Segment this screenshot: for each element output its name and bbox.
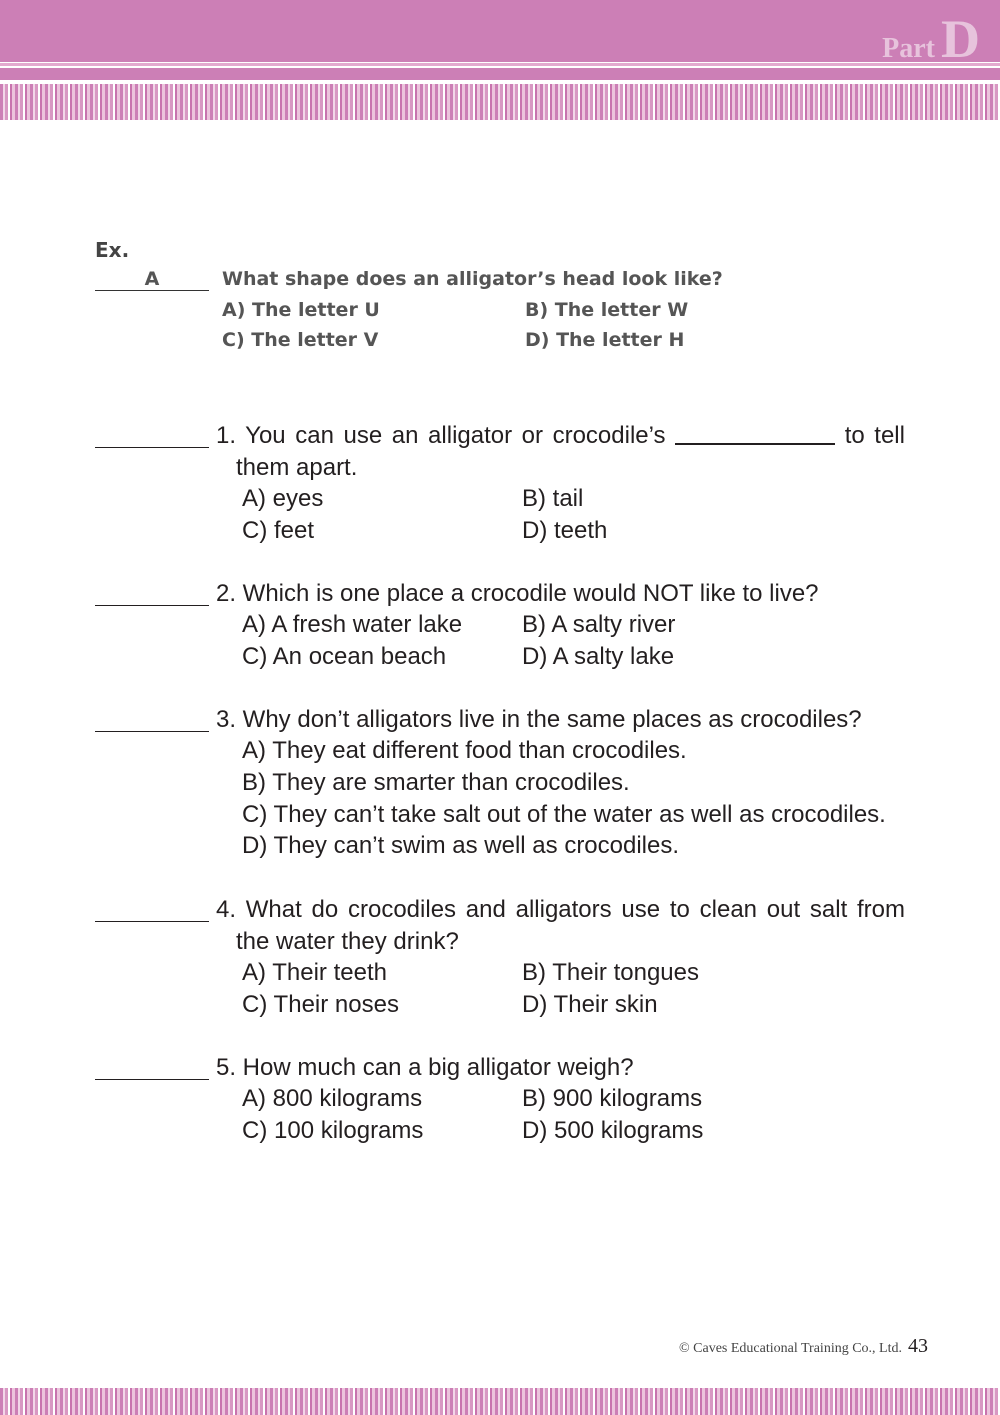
header-divider [0, 63, 1000, 66]
page-footer [679, 1335, 928, 1358]
question-4-text: 4. What do crocodiles and alligators use to clean out salt from [216, 896, 905, 923]
question-1-option-b: B) tail [522, 485, 584, 512]
question-1-text-end: to tell [844, 422, 905, 449]
question-4-option-c: C) Their noses [242, 991, 399, 1018]
question-3-option-b: B) They are smarter than crocodiles. [242, 769, 630, 796]
question-4-option-b: B) Their tongues [522, 959, 699, 986]
example-option-b: B) The letter W [525, 299, 689, 321]
example-answer: A [144, 268, 160, 290]
question-1-option-a: A) eyes [242, 485, 324, 512]
header-band [0, 0, 1000, 62]
example-answer-blank [95, 268, 209, 291]
header-strip [0, 68, 1000, 80]
answer-blank-1[interactable] [95, 420, 209, 448]
page-header [0, 0, 1000, 120]
question-3-stem [216, 704, 905, 736]
question-5-option-c: C) 100 kilograms [242, 1117, 424, 1144]
example-option-c: C) The letter V [222, 329, 379, 351]
question-5-option-b: B) 900 kilograms [522, 1085, 703, 1112]
question-5 [95, 1052, 905, 1152]
question-1-option-d: D) teeth [522, 517, 608, 544]
question-1-line-1 [216, 420, 905, 452]
header-stripes-decoration [0, 84, 1000, 120]
example-option-a: A) The letter U [222, 299, 380, 321]
answer-blank-3[interactable] [95, 704, 209, 732]
example-option-d: D) The letter H [525, 329, 685, 351]
footer-stripes-decoration [0, 1388, 1000, 1415]
question-1-text: 1. You can use an alligator or crocodile’s [216, 422, 666, 449]
question-1 [95, 420, 905, 550]
fill-in-blank[interactable] [675, 421, 835, 445]
page-number: 43 [908, 1335, 928, 1357]
question-1-line-2: them apart. [236, 453, 358, 481]
question-2 [95, 578, 905, 678]
question-1-option-c: C) feet [242, 517, 315, 544]
question-3-option-a: A) They eat different food than crocodiles. [242, 737, 687, 764]
question-2-option-d: D) A salty lake [522, 643, 675, 670]
example-label: Ex. [95, 238, 130, 262]
copyright-text: © Caves Educational Training Co., Ltd. [679, 1341, 902, 1356]
question-4-text-cont: the water they drink? [236, 927, 459, 955]
question-4-option-a: A) Their teeth [242, 959, 387, 986]
question-5-option-a: A) 800 kilograms [242, 1085, 423, 1112]
part-letter: D [941, 9, 980, 69]
example-question: What shape does an alligator’s head look like? [222, 268, 723, 290]
question-5-stem [216, 1052, 905, 1084]
question-3-option-c: C) They can’t take salt out of the water as well as crocodiles. [242, 801, 886, 828]
question-4-stem [216, 894, 905, 957]
answer-blank-4[interactable] [95, 894, 209, 922]
question-3 [95, 704, 905, 869]
question-5-text: 5. How much can a big alligator weigh? [216, 1054, 634, 1081]
question-4 [95, 894, 905, 1024]
question-2-stem [216, 578, 905, 610]
question-3-text: 3. Why don’t alligators live in the same places as crocodiles? [216, 706, 862, 733]
part-label [882, 8, 980, 70]
question-1-stem [216, 420, 905, 483]
question-2-option-c: C) An ocean beach [242, 643, 447, 670]
answer-blank-5[interactable] [95, 1052, 209, 1080]
answer-blank-2[interactable] [95, 578, 209, 606]
question-5-option-d: D) 500 kilograms [522, 1117, 704, 1144]
question-2-option-b: B) A salty river [522, 611, 676, 638]
question-2-option-a: A) A fresh water lake [242, 611, 463, 638]
question-3-option-d: D) They can’t swim as well as crocodiles. [242, 832, 680, 859]
part-word: Part [882, 33, 935, 64]
question-4-option-d: D) Their skin [522, 991, 658, 1018]
question-2-text: 2. Which is one place a crocodile would NOT like to live? [216, 580, 819, 607]
